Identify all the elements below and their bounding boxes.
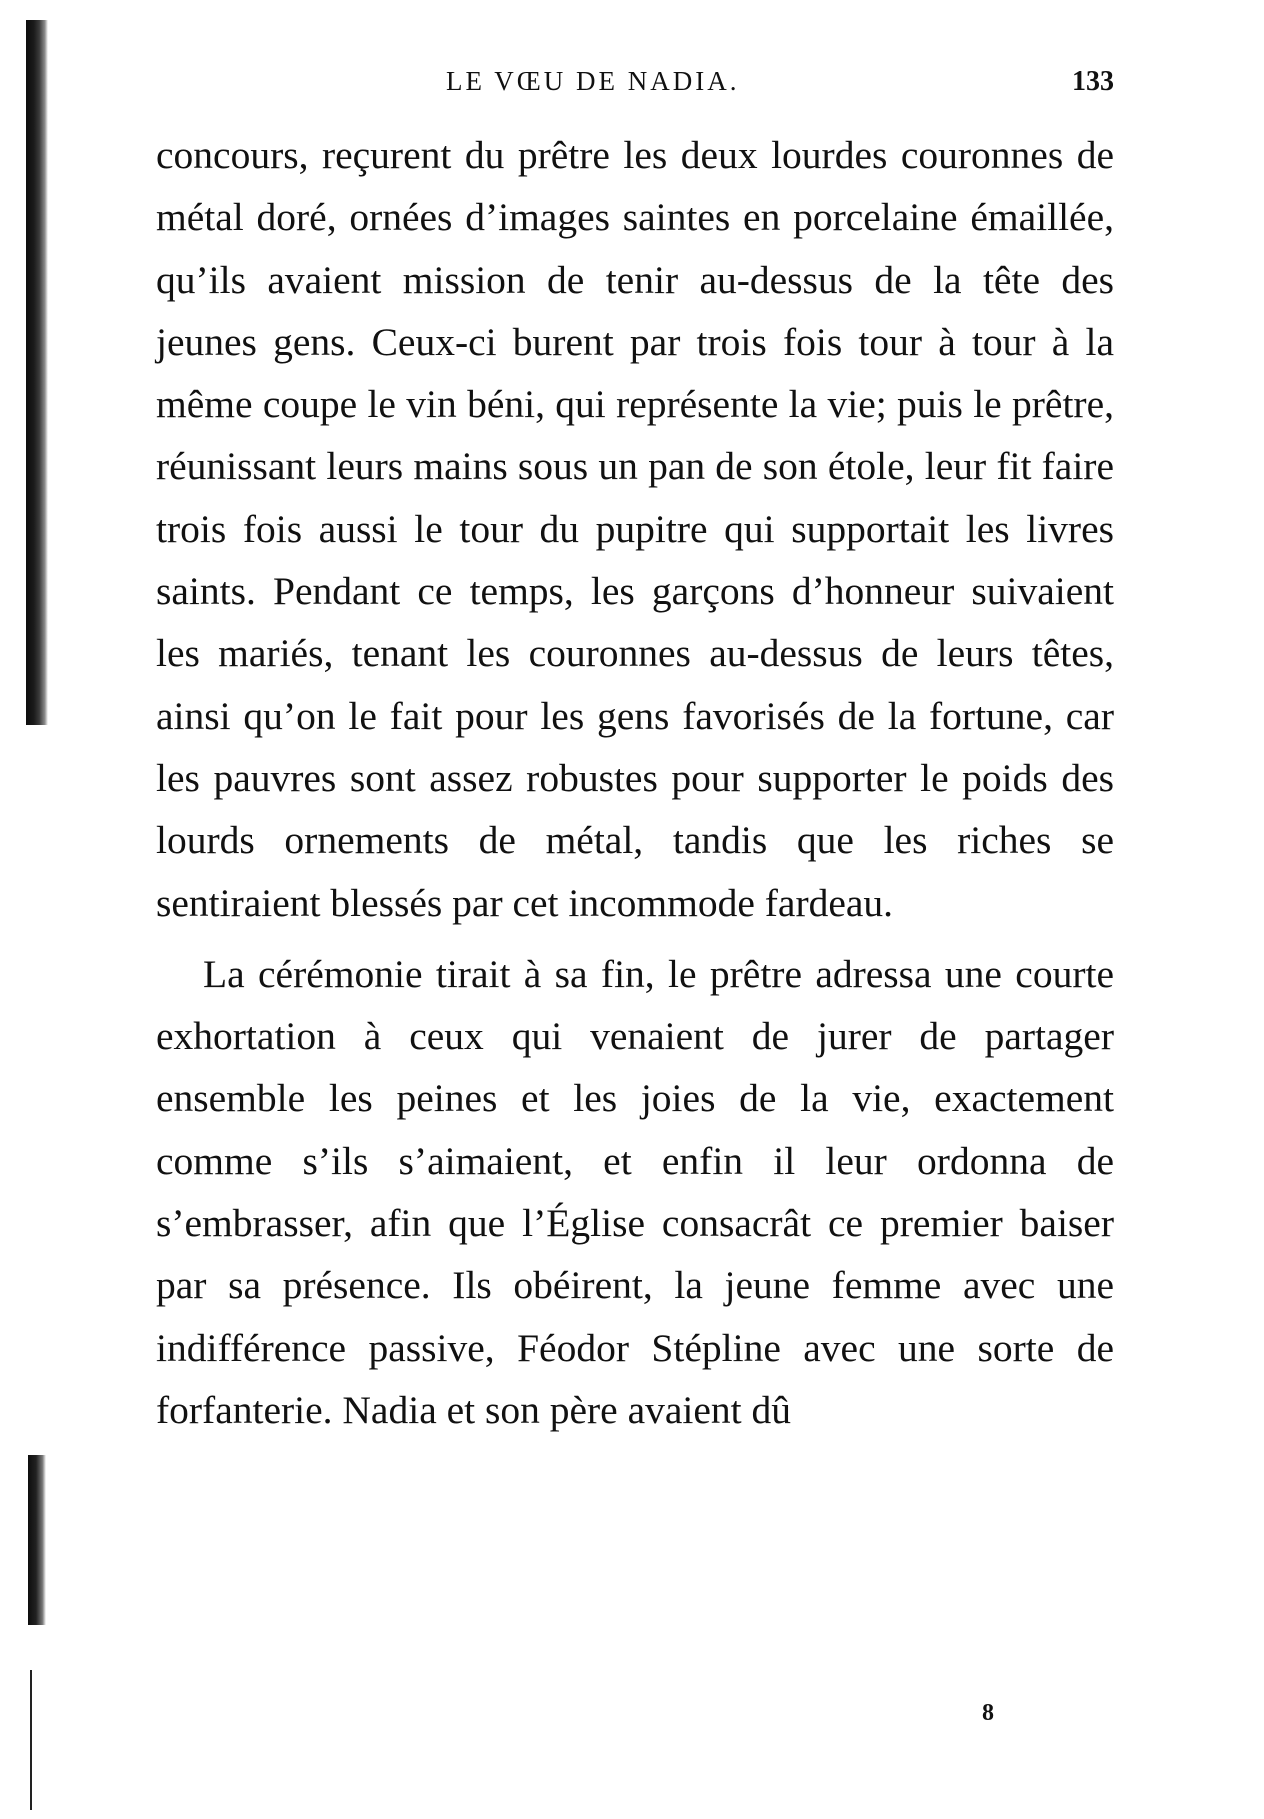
paragraph: La cérémonie tirait à sa fin, le prêtre adressa une courte exhortation à ceux qui venaient de jurer de partager ensemble les peines et les joies de la vie, exactement comme s’ils s’aimaient, et enfin il leur ordonna de s’embrasser, afin que l’Église consacrât ce premier baiser par sa présence. Ils obéirent, la jeune femme avec une indifférence passive, Féodor Stépline avec une sorte de forfanterie. Nadia et son père avaient dû [156,951,1114,1432]
paragraph: concours, reçurent du prêtre les deux lourdes couronnes de métal doré, ornées d’images saintes en porcelaine émaillée, qu’ils avaient mission de tenir au-dessus de la tête des jeunes gens. Ceux-ci burent par trois fois tour à tour à la même coupe le vin béni, qui représente la vie; puis le prêtre, réunissant leurs mains sous un pan de son étole, leur fit faire trois fois aussi le tour du pupitre qui supportait les livres saints. Pendant ce temps, les garçons d’honneur suivaient les mariés, tenant les couronnes au-dessus de leurs têtes, ainsi qu’on le fait pour les gens favorisés de la fortune, car les pauvres sont assez robustes pour supporter le poids des lourds ornements de métal, tandis que les riches se sentiraient blessés par cet incommode fardeau. [156,133,1114,925]
page-number: 133 [1072,66,1114,97]
scan-binding-line [30,1670,32,1810]
running-title: LE VŒU DE NADIA. [446,66,740,96]
body-text [156,124,1114,1441]
signature-mark: 8 [982,1700,994,1726]
scan-binding-edge [26,20,48,725]
scan-binding-edge-lower [28,1455,46,1625]
running-head [156,66,1114,106]
